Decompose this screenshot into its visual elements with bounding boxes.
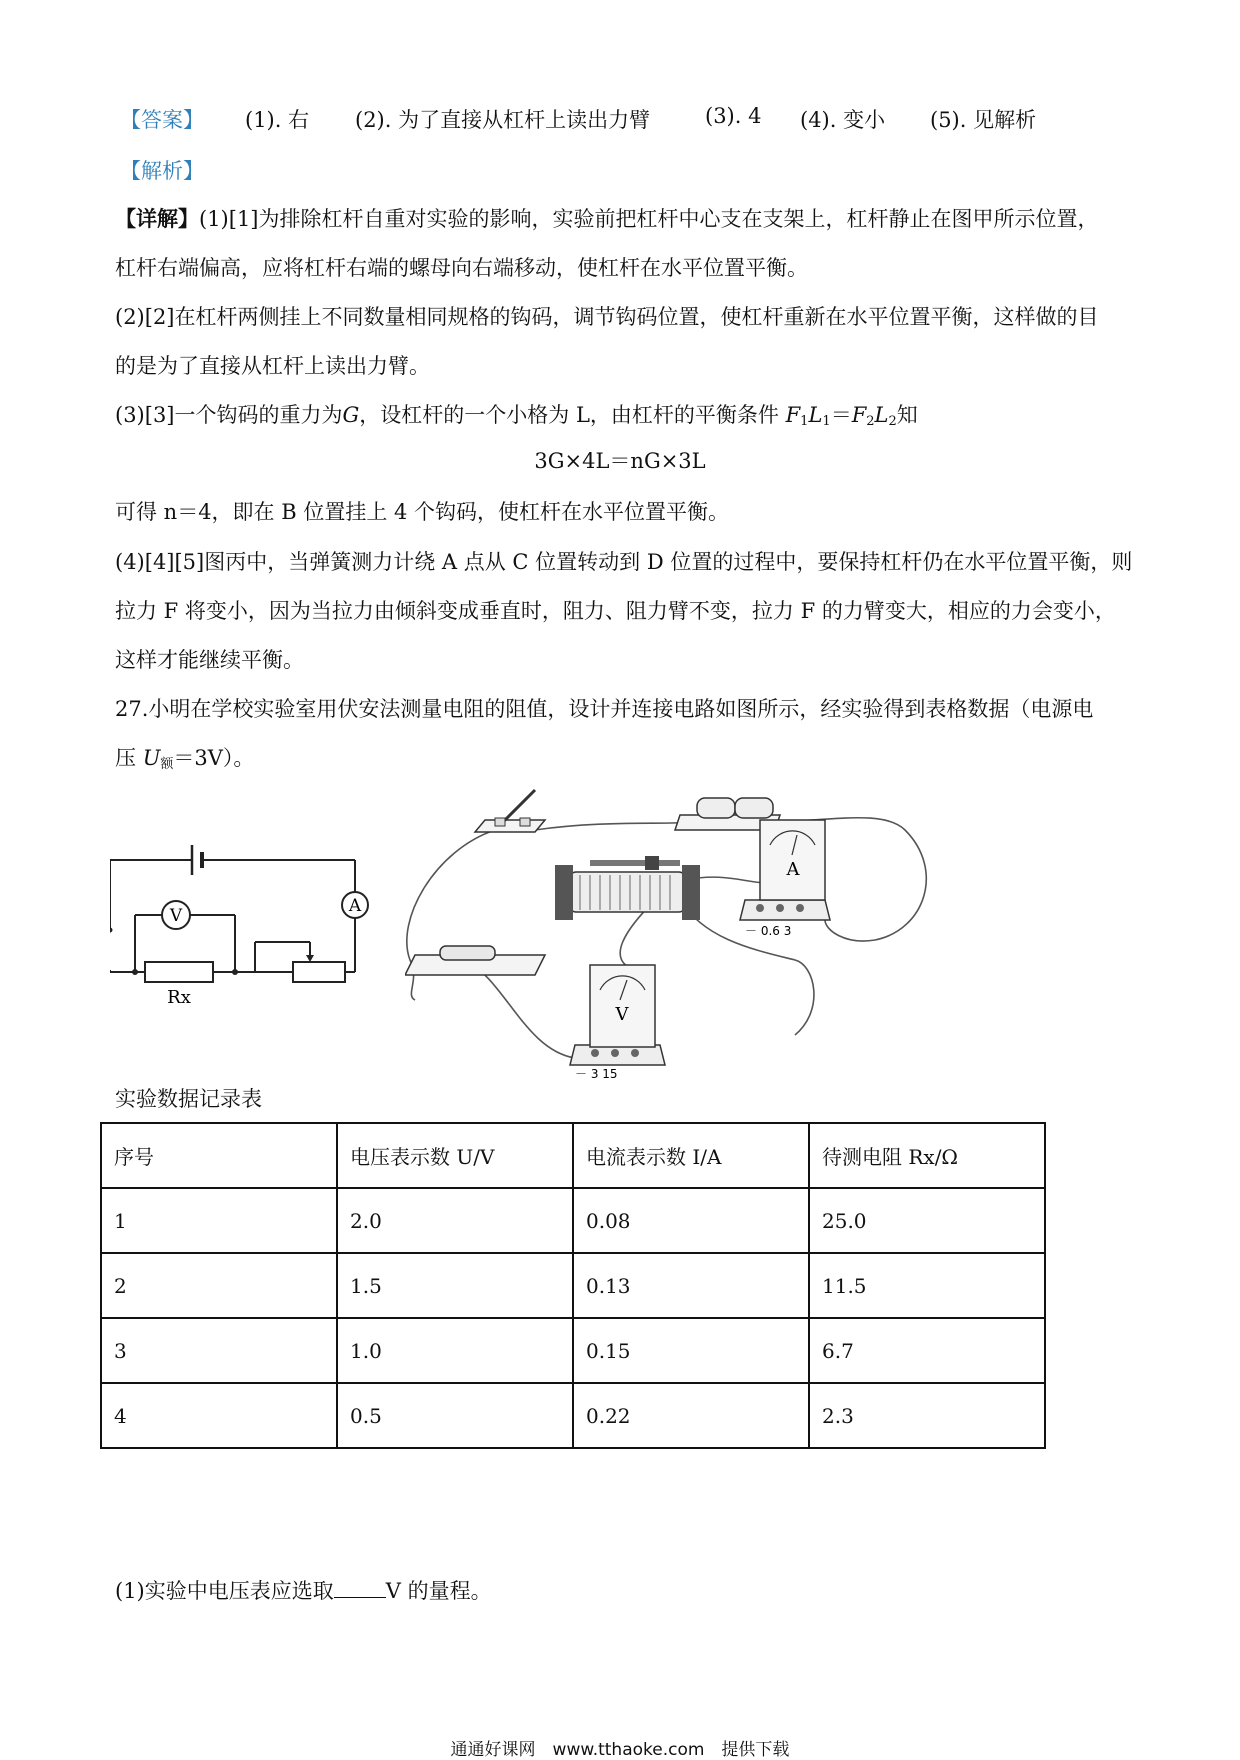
p3-text-b: ，设杠杆的一个小格为 L，由杠杆的平衡条件 xyxy=(359,403,779,427)
detail-p2-line1: (2)[2]在杠杆两侧挂上不同数量相同规格的钩码，调节钩码位置，使杠杆重新在水平位置平衡，这样做的目 xyxy=(115,305,1099,329)
table-row xyxy=(101,1188,1045,1253)
p3-G: G xyxy=(342,403,360,427)
table-cell: 1.5 xyxy=(337,1253,573,1318)
answer-item-1: (1). 右 xyxy=(245,108,310,132)
p3-sub1: 1 xyxy=(800,414,809,429)
table-cell: 11.5 xyxy=(809,1253,1045,1318)
question-1 xyxy=(115,1575,492,1605)
table-caption: 实验数据记录表 xyxy=(115,1087,262,1111)
rheostat-device xyxy=(555,856,700,920)
question-1-text-after: V 的量程。 xyxy=(385,1579,492,1603)
table-row xyxy=(101,1253,1045,1318)
detail-p3-line xyxy=(115,400,918,437)
voltmeter-symbol-label: V xyxy=(169,906,183,926)
formula: 3G×4L＝nG×3L xyxy=(534,449,706,473)
table-header-cell: 序号 xyxy=(101,1123,337,1188)
p3-sub3: 2 xyxy=(866,414,875,429)
detail-p1-line1 xyxy=(115,204,1099,234)
table-header-cell: 电压表示数 U/V xyxy=(337,1123,573,1188)
voltmeter-scale: － 3 15 xyxy=(575,1067,618,1080)
table-cell: 1.0 xyxy=(337,1318,573,1383)
table-cell: 3 xyxy=(101,1318,337,1383)
page-footer: 通通好课网 www.tthaoke.com 提供下载 xyxy=(450,1740,790,1760)
detail-tag: 【详解】 xyxy=(115,206,199,231)
voltmeter-device xyxy=(570,965,665,1080)
ammeter-device xyxy=(740,820,830,938)
table-cell: 2.3 xyxy=(809,1383,1045,1448)
q27-line2 xyxy=(115,743,254,780)
table-cell: 2 xyxy=(101,1253,337,1318)
ammeter-label: A xyxy=(786,859,800,880)
switch-device xyxy=(475,790,545,832)
ammeter-scale: － 0.6 3 xyxy=(745,924,792,938)
p3-text-a: (3)[3]一个钩码的重力为 xyxy=(115,403,343,427)
rx-label: Rx xyxy=(167,987,191,1008)
q27-text-b: ＝3V）。 xyxy=(173,746,255,770)
answer-item-3: (3). 4 xyxy=(705,104,762,128)
detail-p4-line1: (4)[4][5]图丙中，当弹簧测力计绕 A 点从 C 位置转动到 D 位置的过程中，要保持杠杆仍在水平位置平衡，则 xyxy=(115,550,1133,574)
table-header-cell: 待测电阻 Rx/Ω xyxy=(809,1123,1045,1188)
table-row xyxy=(101,1318,1045,1383)
p3-sub2: 1 xyxy=(822,414,831,429)
p3-L1: L xyxy=(808,403,823,427)
detail-p1-line2: 杠杆右端偏高，应将杠杆右端的螺母向右端移动，使杠杆在水平位置平衡。 xyxy=(115,256,808,280)
p3-F1: F xyxy=(785,403,801,427)
table-cell: 0.08 xyxy=(573,1188,809,1253)
analysis-tag: 【解析】 xyxy=(120,159,204,183)
p3-sub4: 2 xyxy=(888,414,897,429)
p3-L2: L xyxy=(874,403,889,427)
circuit-apparatus-illustration xyxy=(405,780,975,1080)
answer-item-2: (2). 为了直接从杠杆上读出力臂 xyxy=(355,108,651,132)
detail-p3-result: 可得 n＝4，即在 B 位置挂上 4 个钩码，使杠杆在水平位置平衡。 xyxy=(115,500,730,524)
q27-U: U xyxy=(142,746,161,770)
table-cell: 1 xyxy=(101,1188,337,1253)
question-1-text-before: (1)实验中电压表应选取 xyxy=(115,1579,334,1603)
detail-p1-text1: (1)[1]为排除杠杆自重对实验的影响，实验前把杠杆中心支在支架上，杠杆静止在图甲所示位置， xyxy=(199,207,1099,231)
voltmeter-label: V xyxy=(615,1004,629,1025)
ammeter-symbol-label: A xyxy=(348,896,362,916)
answer-tag: 【答案】 xyxy=(120,108,204,132)
p3-eq: ＝ xyxy=(830,403,852,427)
circuit-schematic xyxy=(110,820,390,1010)
detail-p4-line2: 拉力 F 将变小，因为当拉力由倾斜变成垂直时，阻力、阻力臂不变，拉力 F 的力臂变大，相应的力会变小， xyxy=(115,599,1116,623)
table-cell: 0.22 xyxy=(573,1383,809,1448)
table-cell: 25.0 xyxy=(809,1188,1045,1253)
table-cell: 6.7 xyxy=(809,1318,1045,1383)
q27-line1: 27.小明在学校实验室用伏安法测量电阻的阻值，设计并连接电路如图所示，经实验得到表格数据（电源电 xyxy=(115,697,1094,721)
table-header-cell: 电流表示数 I/A xyxy=(573,1123,809,1188)
answer-item-5: (5). 见解析 xyxy=(930,108,1037,132)
table-cell: 2.0 xyxy=(337,1188,573,1253)
q27-sub: 额 xyxy=(160,757,174,772)
answer-item-4: (4). 变小 xyxy=(800,108,886,132)
table-row xyxy=(101,1383,1045,1448)
answer-blank[interactable] xyxy=(334,1579,386,1598)
resistor-device xyxy=(405,946,545,975)
table-cell: 0.15 xyxy=(573,1318,809,1383)
detail-p2-line2: 的是为了直接从杠杆上读出力臂。 xyxy=(115,354,430,378)
p3-F2: F xyxy=(851,403,867,427)
p3-text-c: 知 xyxy=(896,403,918,427)
q27-text-a: 压 xyxy=(115,746,136,770)
detail-p4-line3: 这样才能继续平衡。 xyxy=(115,648,304,672)
table-cell: 4 xyxy=(101,1383,337,1448)
table-header-row xyxy=(101,1123,1045,1188)
table-cell: 0.5 xyxy=(337,1383,573,1448)
table-cell: 0.13 xyxy=(573,1253,809,1318)
data-table xyxy=(100,1122,1046,1449)
